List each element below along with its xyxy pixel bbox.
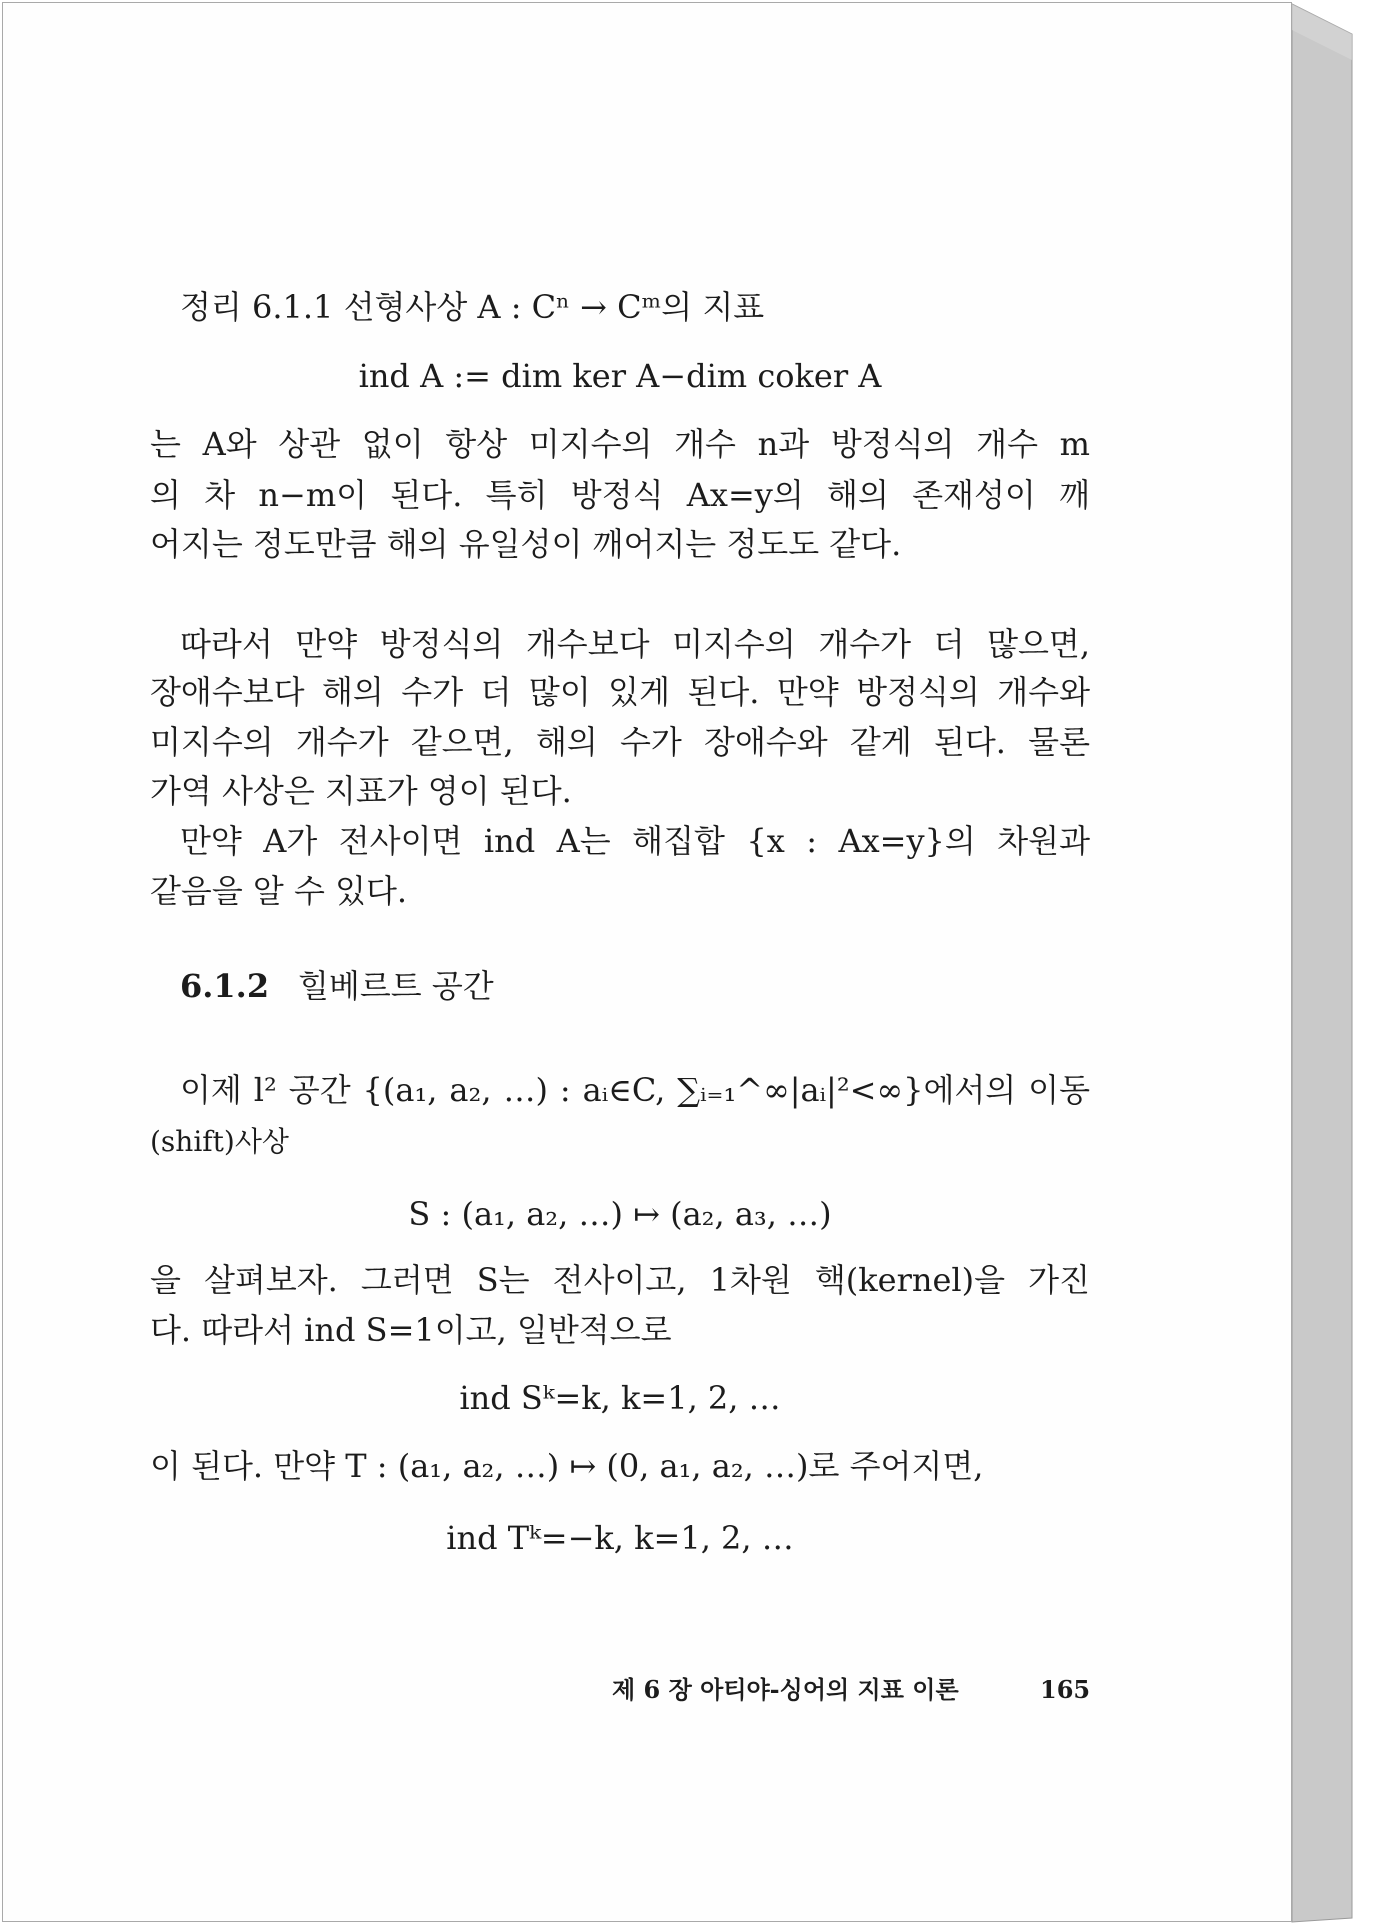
theorem-line-3: 어지는 정도만큼 해의 유일성이 깨어지는 정도도 같다. bbox=[150, 525, 902, 563]
paragraph3-line-2: (shift)사상 bbox=[150, 1125, 289, 1158]
page-number: 165 bbox=[1040, 1675, 1091, 1704]
index-shift-formula: ind Sᵏ=k, k=1, 2, … bbox=[459, 1379, 781, 1417]
paragraph3-line-1: 이제 l² 공간 {(a₁, a₂, …) : aᵢ∈C, ∑ᵢ₌₁^∞|aᵢ|²<∞}에서의 이동 bbox=[180, 1071, 1090, 1109]
paragraph1-line-4: 가역 사상은 지표가 영이 된다. bbox=[150, 772, 572, 810]
theorem-formula: ind A := dim ker A−dim coker A bbox=[358, 357, 882, 395]
paragraph4-line-1: 을 살펴보자. 그러면 S는 전사이고, 1차원 핵(kernel)을 가진 bbox=[150, 1261, 1090, 1299]
theorem-heading: 정리 6.1.1 선형사상 A : Cⁿ → Cᵐ의 지표 bbox=[180, 288, 765, 326]
index-t-formula: ind Tᵏ=−k, k=1, 2, … bbox=[446, 1519, 794, 1557]
paragraph2-line-1: 만약 A가 전사이면 ind A는 해집합 {x : Ax=y}의 차원과 bbox=[180, 822, 1090, 860]
paragraph2-line-2: 같음을 알 수 있다. bbox=[150, 872, 408, 910]
paragraph5-line: 이 된다. 만약 T : (a₁, a₂, …) ↦ (0, a₁, a₂, …)로 주어지면, bbox=[150, 1447, 984, 1485]
theorem-line-1: 는 A와 상관 없이 항상 미지수의 개수 n과 방정식의 개수 m bbox=[150, 425, 1090, 463]
section-number: 6.1.2 bbox=[180, 967, 270, 1005]
section-title: 힐베르트 공간 bbox=[298, 967, 494, 1005]
paragraph1-line-1: 따라서 만약 방정식의 개수보다 미지수의 개수가 더 많으면, bbox=[180, 625, 1090, 663]
theorem-line-2: 의 차 n−m이 된다. 특히 방정식 Ax=y의 해의 존재성이 깨 bbox=[150, 476, 1090, 514]
paragraph1-line-3: 미지수의 개수가 같으면, 해의 수가 장애수와 같게 된다. 물론 bbox=[150, 723, 1090, 761]
running-footer-title: 제 6 장 아티야-싱어의 지표 이론 bbox=[612, 1675, 959, 1704]
shift-map-formula: S : (a₁, a₂, …) ↦ (a₂, a₃, …) bbox=[408, 1195, 832, 1233]
paragraph1-line-2: 장애수보다 해의 수가 더 많이 있게 된다. 만약 방정식의 개수와 bbox=[150, 673, 1090, 711]
paragraph4-line-2: 다. 따라서 ind S=1이고, 일반적으로 bbox=[150, 1311, 672, 1349]
